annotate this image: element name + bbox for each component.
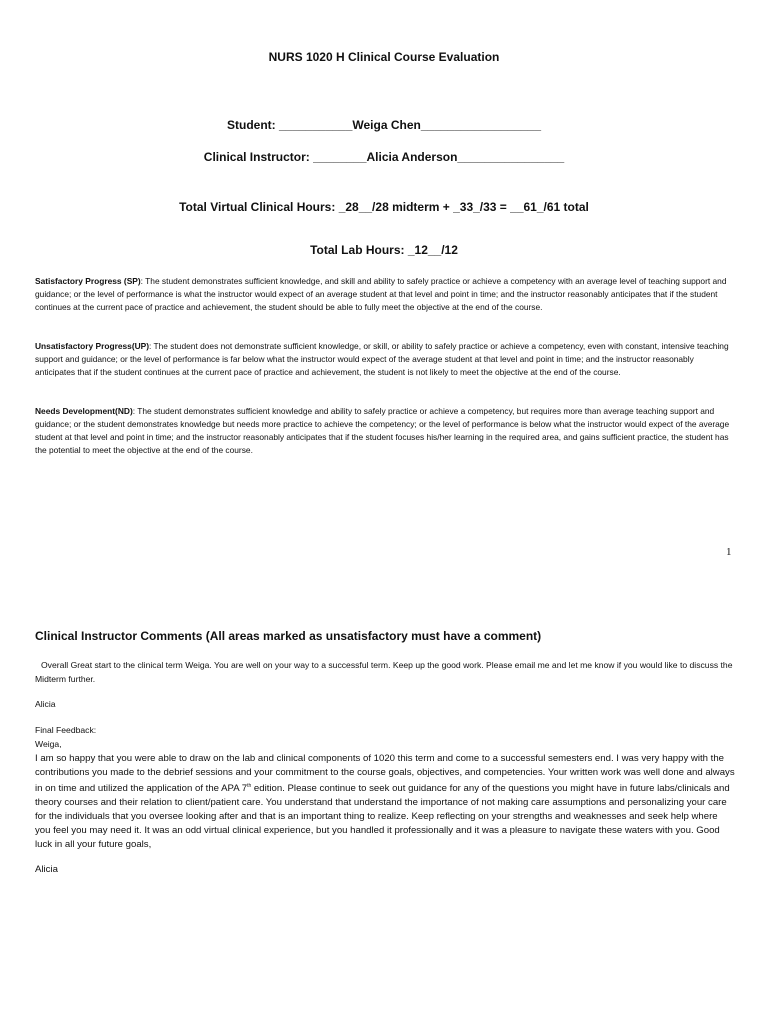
definition-unsatisfactory <box>35 340 735 379</box>
overall-comment: Overall Great start to the clinical term Weiga. You are well on your way to a successful term. Keep up the good work. Please email me and let me know if you would like to discuss the Midterm further. <box>35 660 733 684</box>
final-feedback-label: Final Feedback: <box>35 725 97 735</box>
definition-term: Needs Development(ND) <box>35 406 133 416</box>
definition-text: : The student does not demonstrate sufficient knowledge, or skill, or ability to safely practice or achieve a competency, even with constant, intensive teaching support and guidance; or the level of performance is far below what the instructor would expect of the average student at that level and point in time; and the instructor reasonably anticipates that if the student continues at the current pace of practice and achievement, the student is not likely to meet the objective at the end of the course. <box>35 341 729 377</box>
final-feedback-text-part1: I am so happy that you were able to draw on the lab and clinical components of 1020 this term and come to a successful semesters end. I was very happy with the contributions you made to the debrief sessions and your commitment to the course goals, objectives, and competencies. Your written work was well done and always in on time and utilized the application of the APA 7 <box>35 753 735 794</box>
document-title: NURS 1020 H Clinical Course Evaluation <box>268 50 500 64</box>
final-signature: Alicia <box>35 864 58 875</box>
definition-term: Unsatisfactory Progress(UP) <box>35 341 150 351</box>
comments-heading: Clinical Instructor Comments (All areas marked as unsatisfactory must have a comment) <box>35 629 542 643</box>
definition-needs-development <box>35 405 735 457</box>
definition-term: Satisfactory Progress (SP) <box>35 276 141 286</box>
clinical-hours-line: Total Virtual Clinical Hours: _28__/28 midterm + _33_/33 = __61_/61 total <box>179 200 589 214</box>
final-feedback-body <box>35 752 735 852</box>
superscript-th: th <box>247 782 252 789</box>
midterm-signature: Alicia <box>35 699 56 709</box>
student-line: Student: ___________Weiga Chen__________________ <box>227 118 541 132</box>
instructor-line: Clinical Instructor: ________Alicia Anderson________________ <box>203 150 565 164</box>
definition-text: : The student demonstrates sufficient knowledge and ability to safely practice or achieve a competency, but requires more than average teaching support and guidance; or the student demonstrates knowledge but needs more practice to achieve the competency; or the level of performance is below what the instructor would expect of the average student at that level and point in time; and the instructor reasonably anticipates that if the student focuses his/her learning in the required area, and gains sufficient practice, the student has the potential to meet the objective at the end of the course. <box>35 406 730 455</box>
definition-satisfactory <box>35 275 735 314</box>
definition-text: : The student demonstrates sufficient knowledge, and skill and ability to safely practice or achieve a competency with an average level of teaching support and guidance; or the level of performance is what the instructor would expect of an average student at that level and point in time; and the instructor reasonably anticipates that if the student continues at the current pace of practice and achievement, the student should be able to fully meet the objective at the end of the course. <box>35 276 727 312</box>
final-feedback-greeting: Weiga, <box>35 739 62 749</box>
page-number: 1 <box>726 546 732 558</box>
lab-hours-line: Total Lab Hours: _12__/12 <box>310 243 458 257</box>
final-feedback-text-part2: edition. Please continue to seek out guidance for any of the questions you might have in future labs/clinicals and theory courses and their relation to client/patient care. You understand that understand the importance of not making care assumptions and personalizing your care for the individuals that you oversee looking after and that is an important thing to realize. Keep reflecting on your strengths and weaknesses and seek help where you feel you may need it. It was an odd virtual clinical experience, but you handled it professionally and it was a pleasure to navigate these waters with you. Good luck in all your future goals, <box>35 783 730 850</box>
